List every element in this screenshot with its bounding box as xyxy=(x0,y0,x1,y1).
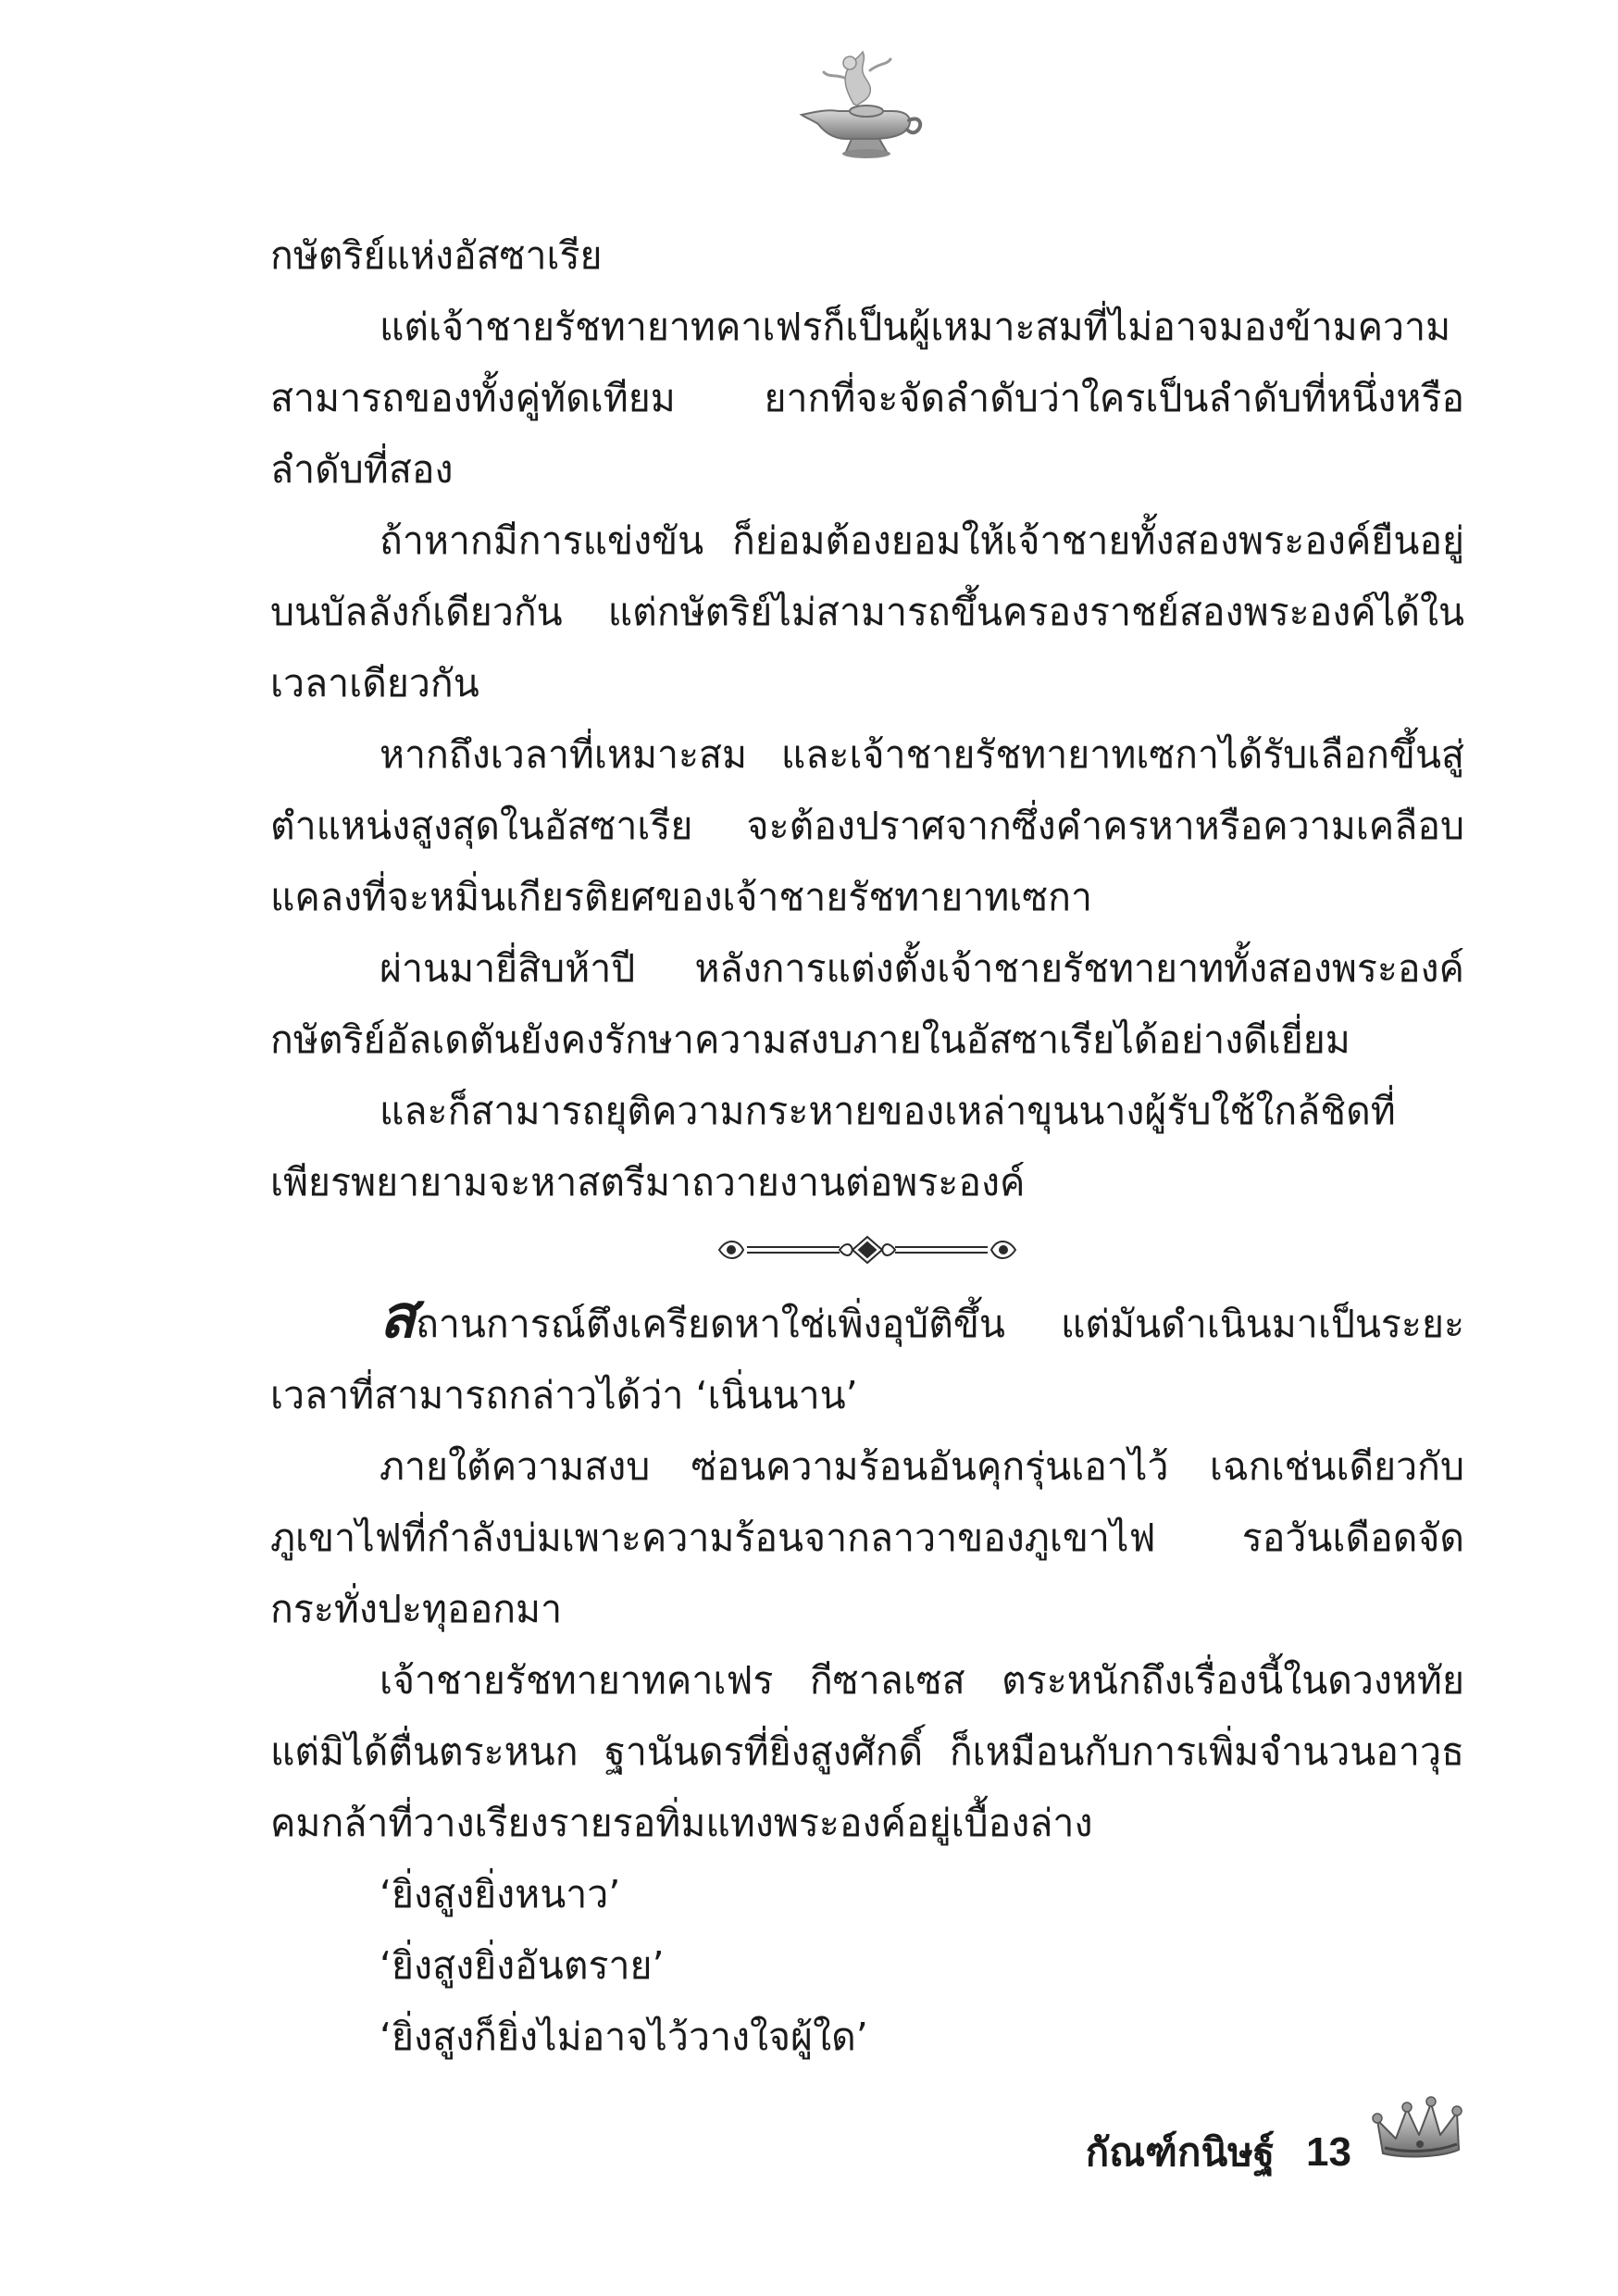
paragraphs-bottom xyxy=(270,1431,1464,2073)
page-footer xyxy=(1086,2102,1470,2203)
body-text xyxy=(270,220,1464,2073)
section-opening-text: ถานการณ์ตึงเครียดหาใช่เพิ่งอุบัติขึ้น แต่มันดำเนินมาเป็นระยะเวลาที่สามารถกล่าวได้ว่า ‘เนิ่นนาน’ xyxy=(270,1302,1464,1417)
paragraph: ถ้าหากมีการแข่งขัน ก็ย่อมต้องยอมให้เจ้าชายทั้งสองพระองค์ยืนอยู่บนบัลลังก์เดียวกัน แต่กษัตริย์ไม่สามารถขึ้นครองราชย์สองพระองค์ได้ในเวลาเดียวกัน xyxy=(270,518,1464,705)
quote-line: ‘ยิ่งสูงยิ่งอันตราย’ xyxy=(380,1943,665,1988)
paragraph: ภายใต้ความสงบ ซ่อนความร้อนอันคุกรุ่นเอาไว้ เฉกเช่นเดียวกับภูเขาไฟที่กำลังบ่มเพาะความร้อนจากลาวาของภูเขาไฟ รอวันเดือดจัดกระทั่งปะทุออกมา xyxy=(270,1444,1464,1631)
paragraphs-top xyxy=(270,220,1464,1218)
paragraph: กษัตริย์แห่งอัสซาเรีย xyxy=(270,233,603,278)
genie-lamp-icon xyxy=(781,46,929,167)
flourish-divider-icon xyxy=(710,1233,1025,1267)
paragraph: และก็สามารถยุติความกระหายของเหล่าขุนนางผู้รับใช้ใกล้ชิดที่เพียรพยายามจะหาสตรีมาถวายงานต่อพระองค์ xyxy=(270,1089,1396,1204)
paragraph: หากถึงเวลาที่เหมาะสม และเจ้าชายรัชทายาทเซกาได้รับเลือกขึ้นสู่ตำแหน่งสูงสุดในอัสซาเรีย จะต้องปราศจากซึ่งคำครหาหรือความเคลือบแคลงที่จะหมิ่นเกียรติยศของเจ้าชายรัชทายาทเซกา xyxy=(270,732,1464,919)
paragraph: แต่เจ้าชายรัชทายาทคาเฟรก็เป็นผู้เหมาะสมที่ไม่อาจมองข้ามความสามารถของทั้งคู่ทัดเทียม ยากที่จะจัดลำดับว่าใครเป็นลำดับที่หนึ่งหรือลำดับที่สอง xyxy=(270,305,1464,492)
quote-line: ‘ยิ่งสูงก็ยิ่งไม่อาจไว้วางใจผู้ใด’ xyxy=(380,2015,868,2059)
page-number: 13 xyxy=(1306,2129,1351,2175)
crown-icon xyxy=(1368,2092,1470,2176)
drop-cap: ส xyxy=(380,1283,417,1352)
quote-line: ‘ยิ่งสูงยิ่งหนาว’ xyxy=(380,1872,621,1916)
paragraph: เจ้าชายรัชทายาทคาเฟร กีซาลเซส ตระหนักถึงเรื่องนี้ในดวงหทัยแต่มิได้ตื่นตระหนก ฐานันดรที่ยิ่งสูงศักดิ์ ก็เหมือนกับการเพิ่มจำนวนอาวุธคมกล้าที่วางเรียงรายรอทิ่มแทงพระองค์อยู่เบื้องล่าง xyxy=(270,1658,1464,1845)
paragraph: ผ่านมายี่สิบห้าปี หลังการแต่งตั้งเจ้าชายรัชทายาททั้งสองพระองค์กษัตริย์อัลเดตันยังคงรักษาความสงบภายในอัสซาเรียได้อย่างดีเยี่ยม xyxy=(270,946,1464,1062)
book-title: กัณฑ์กนิษฐ์ xyxy=(1085,2129,1276,2175)
section-opening-paragraph xyxy=(270,1283,1464,1431)
